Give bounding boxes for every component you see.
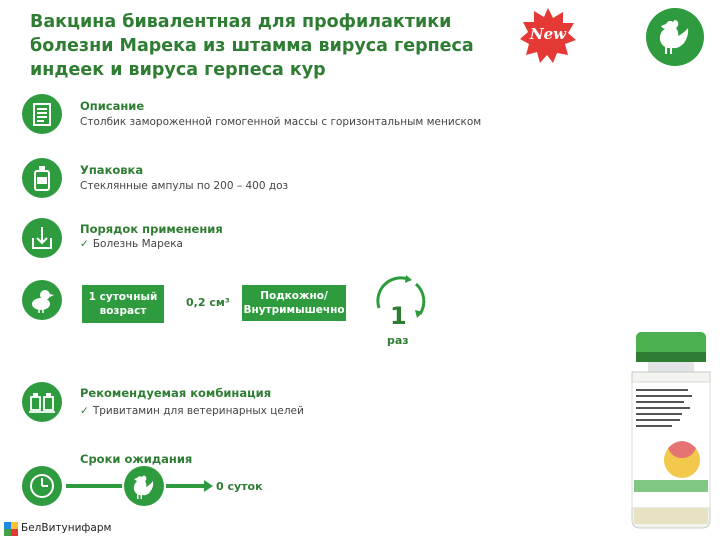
usage-heading: Порядок применения <box>80 222 223 236</box>
hen-icon <box>646 8 704 66</box>
company-name: БелВитунифарм <box>21 522 112 534</box>
count-value: 1 <box>390 302 407 330</box>
download-arrow-icon <box>22 218 62 258</box>
hen-icon <box>124 466 164 506</box>
packaging-text: Стеклянные ампулы по 200 – 400 доз <box>80 180 289 192</box>
packaging-heading: Упаковка <box>80 163 144 177</box>
clock-icon <box>22 466 62 506</box>
vaccine-vial-image <box>622 330 718 530</box>
combination-item-label: Тривитамин для ветеринарных целей <box>92 405 304 417</box>
waiting-heading: Сроки ожидания <box>80 452 193 466</box>
timeline-line <box>166 484 206 488</box>
company-logo-icon <box>4 521 18 535</box>
chick-icon <box>22 280 62 320</box>
description-text: Столбик замороженной гомогенной массы с горизонтальным мениском <box>80 116 482 128</box>
dose-value: 0,2 см³ <box>186 296 230 309</box>
count-unit: раз <box>387 334 409 347</box>
timeline-line <box>66 484 122 488</box>
check-icon: ✓ <box>80 238 89 250</box>
description-heading: Описание <box>80 99 145 113</box>
page-title: Вакцина бивалентная для профилактики болезни Марека из штамма вируса герпеса индеек и вируса герпеса кур <box>30 12 474 80</box>
arrow-right-icon <box>204 480 213 492</box>
waiting-value: 0 суток <box>216 480 263 493</box>
route-box <box>242 285 346 321</box>
combination-item <box>80 405 304 417</box>
route-line2: Внутримышечно <box>243 304 345 316</box>
age-line2: возраст <box>99 305 147 317</box>
usage-item-label: Болезнь Марека <box>92 238 183 250</box>
new-label: New <box>529 25 567 43</box>
age-line1: 1 суточный <box>88 291 158 303</box>
document-icon <box>22 94 62 134</box>
check-icon: ✓ <box>80 405 89 417</box>
route-line1: Подкожно/ <box>260 290 328 302</box>
bottle-icon <box>22 158 62 198</box>
usage-item <box>80 238 183 250</box>
age-box <box>82 285 164 323</box>
new-badge <box>518 6 578 66</box>
combination-heading: Рекомендуемая комбинация <box>80 386 272 400</box>
two-bottles-icon <box>22 382 62 422</box>
